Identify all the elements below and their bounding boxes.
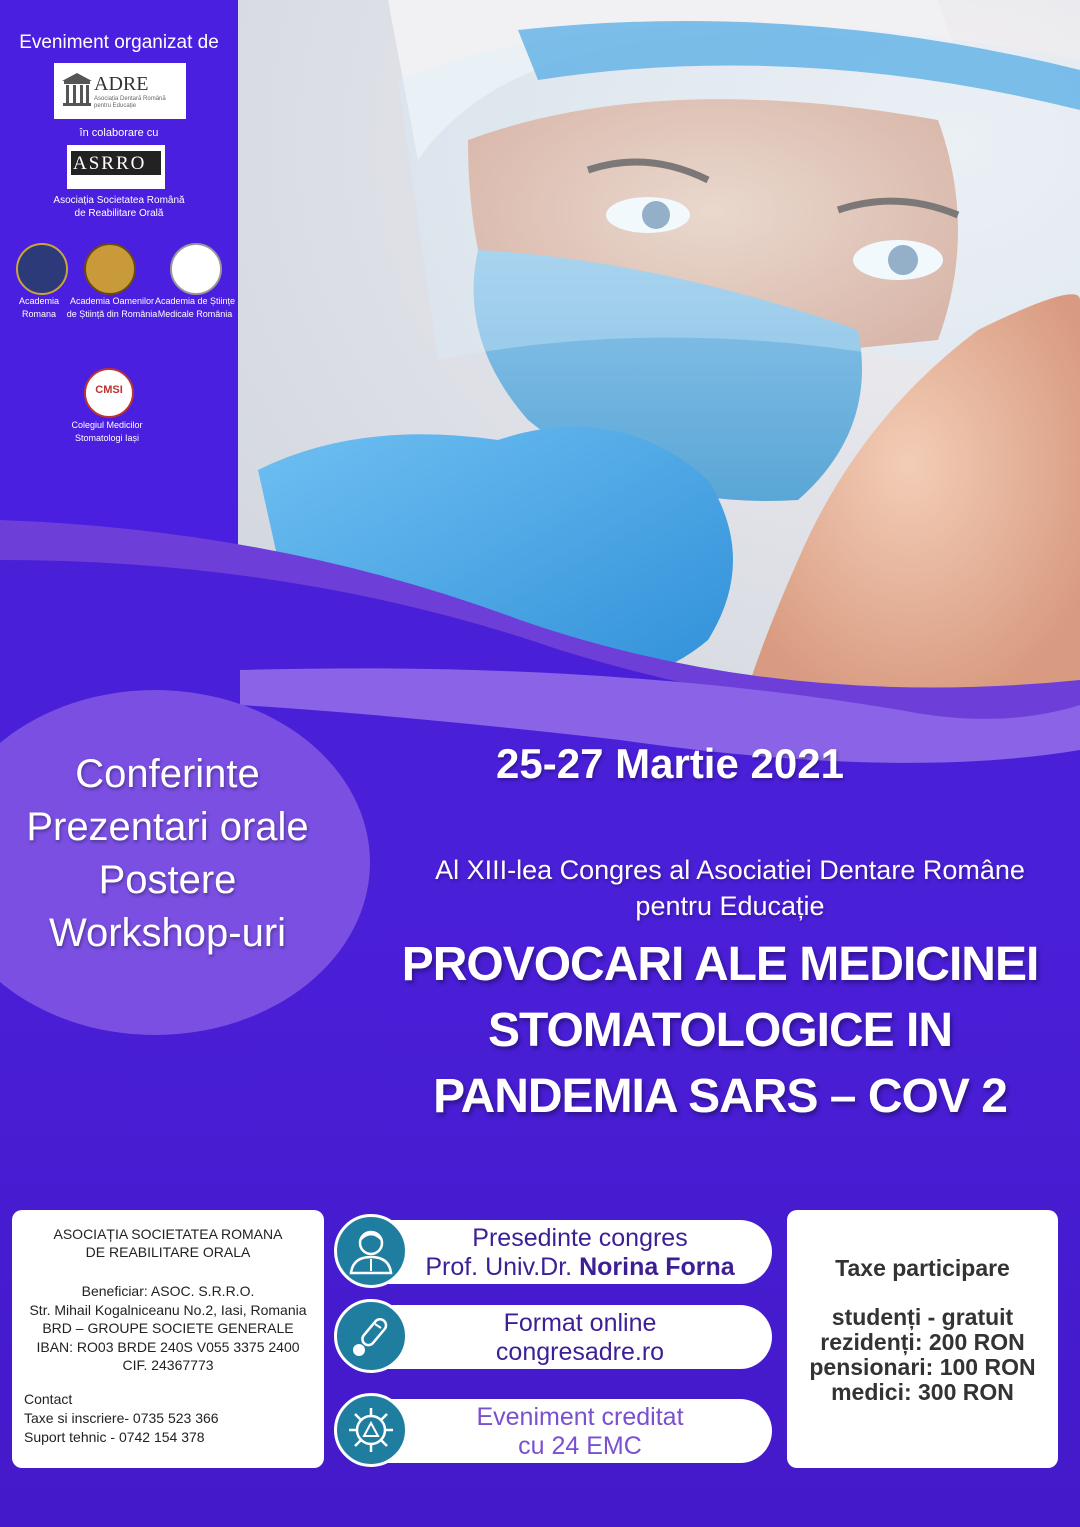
activity-item: Workshop-uri — [48, 911, 287, 955]
fees-card — [787, 1210, 1058, 1468]
asrro-caption: Asociația Societatea Română de Reabilitare Orală — [53, 195, 185, 219]
academia-romana-seal — [16, 243, 68, 295]
activity-item: Prezentari orale — [26, 805, 309, 849]
website-link[interactable]: congresadre.ro — [495, 1338, 665, 1366]
fees-title: Taxe participare — [835, 1255, 1010, 1281]
bank-details: Beneficiar: ASOC. S.R.R.O. Str. Mihail Kogalniceanu No.2, Iasi, Romania BRD – GROUPE SOCIETE GENERALE IBAN: RO03 BRDE 240S V055 3375 2400 CIF. 24367773 — [29, 1283, 307, 1373]
congress-subtitle: Al XIII-lea Congres al Asociatiei Dentare Române pentru Educație — [435, 855, 1025, 921]
thermometer-icon — [334, 1299, 408, 1373]
president-pill: Presedinte congres Prof. Univ.Dr. Norina Forna — [340, 1220, 772, 1284]
organization-card — [12, 1210, 324, 1468]
partner-caption: Academia de Științe Medicale România — [154, 296, 236, 319]
fee-item: medici: 300 RON — [831, 1379, 1014, 1405]
activities-list — [0, 748, 335, 960]
main-title: PROVOCARI ALE MEDICINEI STOMATOLOGICE IN PANDEMIA SARS – COV 2 — [401, 938, 1039, 1123]
fee-item: pensionari: 100 RON — [809, 1354, 1036, 1380]
adre-logo: ADRE Asociația Dentară Română pentru Educație — [54, 63, 186, 119]
aosr-seal — [84, 243, 136, 295]
sidebar — [0, 0, 238, 560]
contact-phone[interactable]: Suport tehnic - 0742 154 378 — [24, 1429, 205, 1445]
activity-item: Conferinte — [75, 752, 260, 796]
collab-label: în colaborare cu — [79, 127, 159, 139]
fee-item: studenți - gratuit — [831, 1304, 1014, 1330]
organized-by-label: Eveniment organizat de — [19, 32, 219, 53]
building-icon — [62, 73, 92, 109]
partner-caption: Academia Oamenilor de Știință din România — [66, 296, 158, 319]
contact-phone[interactable]: Taxe si inscriere- 0735 523 366 — [24, 1410, 219, 1426]
asrro-logo: ASRRO — [67, 145, 165, 189]
president-name: Norina Forna — [579, 1253, 735, 1281]
contact-block: Contact Taxe si inscriere- 0735 523 366 Suport tehnic - 0742 154 378 — [24, 1390, 324, 1447]
credit-pill: Eveniment creditat cu 24 EMC — [340, 1399, 772, 1463]
cmsi-logo: CMSI — [84, 368, 134, 418]
format-pill: Format online congresadre.ro — [340, 1305, 772, 1369]
cmsi-caption: Colegiul Medicilor Stomatologi Iași — [71, 420, 143, 443]
fee-item: rezidenți: 200 RON — [820, 1329, 1025, 1355]
event-date: 25-27 Martie 2021 — [496, 740, 844, 787]
assm-seal — [170, 243, 222, 295]
activity-item: Postere — [98, 858, 237, 902]
partner-caption: Academia Romana — [18, 296, 60, 319]
organization-name: ASOCIAȚIA SOCIETATEA ROMANA DE REABILITARE ORALA — [53, 1226, 283, 1260]
fees-list — [787, 1305, 1058, 1405]
virus-icon — [334, 1393, 408, 1467]
doctor-icon — [334, 1214, 408, 1288]
